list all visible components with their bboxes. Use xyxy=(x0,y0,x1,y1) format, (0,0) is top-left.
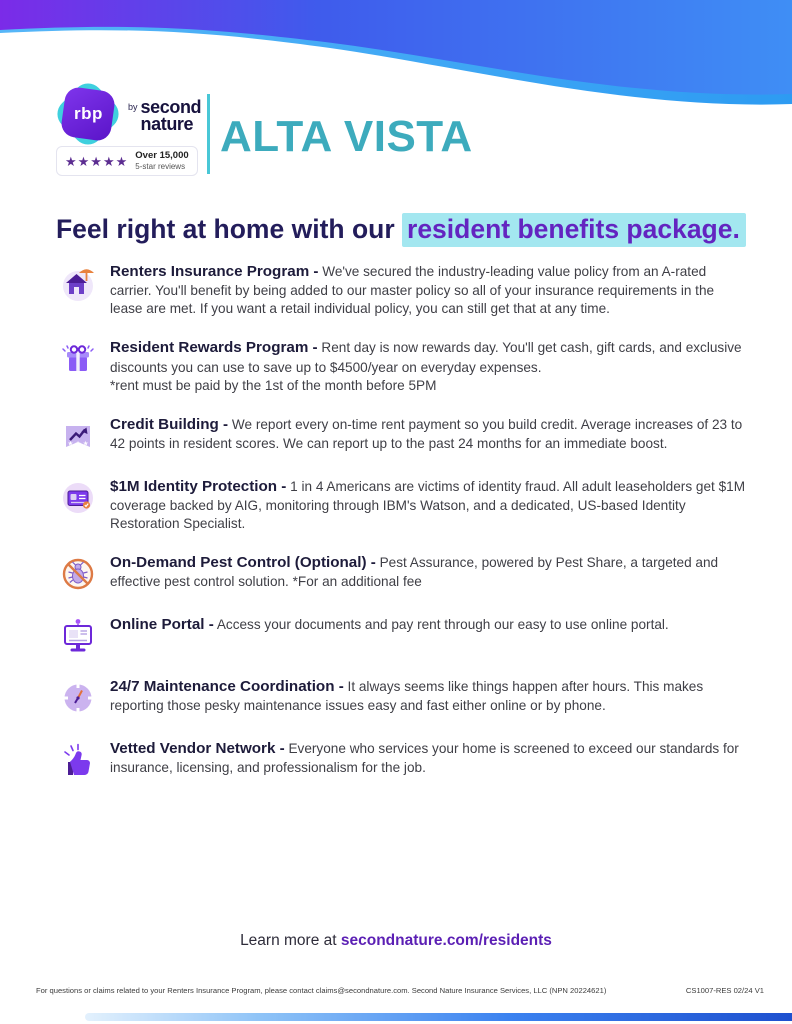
page-title-highlight: resident benefits package. xyxy=(402,213,746,247)
svg-text:★ ★ ★: ★ ★ ★ xyxy=(67,440,89,448)
company-name-line1: second xyxy=(140,97,202,117)
id-card-icon xyxy=(57,477,99,519)
bottom-gradient-bar xyxy=(85,1013,792,1021)
benefit-title: 24/7 Maintenance Coordination - xyxy=(110,678,344,696)
vertical-divider xyxy=(207,94,210,174)
benefit-description: We report every on-time rent payment so you build credit. Average increases of 23 to 42 points in resident scores. We can report up to the past 24 months for an immediate boost. xyxy=(110,416,743,451)
reviews-badge xyxy=(56,146,198,176)
benefit-text xyxy=(110,677,748,719)
second-nature-logo xyxy=(128,99,201,133)
benefit-description: Rent day is now rewards day. You'll get cash, gift cards, and exclusive discounts you can use to save up to $4500/year on everyday expenses. xyxy=(110,340,742,375)
benefit-title: Vetted Vendor Network - xyxy=(110,740,285,758)
no-pests-icon xyxy=(57,553,99,595)
benefit-description: It always seems like things happen after hours. This makes reporting those pesky maintenance issues easy and fast either online or by phone. xyxy=(110,679,704,714)
benefit-vendor-network xyxy=(57,739,748,781)
clock-icon xyxy=(57,677,99,719)
page-title-prefix: Feel right at home with our xyxy=(56,214,402,244)
benefit-title: Credit Building - xyxy=(110,415,229,433)
umbrella-house-icon xyxy=(57,262,99,304)
reviews-text xyxy=(135,151,188,171)
benefit-text xyxy=(110,338,748,394)
learn-more-prefix: Learn more at xyxy=(240,932,341,949)
benefit-description: 1 in 4 Americans are victims of identity fraud. All adult leaseholders get $1M coverage backed by AIG, monitoring through IBM's Watson, and a dedicated, US-based Identity Restoration Specialist. xyxy=(110,478,746,532)
benefit-credit-building xyxy=(57,415,748,457)
rbp-logo xyxy=(62,88,114,140)
footer-document-code: CS1007-RES 02/24 V1 xyxy=(685,986,764,995)
five-stars-icon: ★★★★★ xyxy=(65,153,129,169)
monitor-icon xyxy=(57,615,99,657)
benefit-text xyxy=(110,615,669,657)
benefits-list xyxy=(57,262,748,781)
company-name-line2: nature xyxy=(140,114,194,135)
benefit-description: Access your documents and pay rent through our easy to use online portal. xyxy=(216,617,669,633)
property-name: ALTA VISTA xyxy=(220,112,473,161)
benefit-text xyxy=(110,415,748,457)
gift-icon xyxy=(57,338,99,380)
benefit-renters-insurance xyxy=(57,262,748,318)
logo-by-label: by xyxy=(128,102,138,112)
benefit-online-portal xyxy=(57,615,748,657)
benefit-title: $1M Identity Protection - xyxy=(110,477,287,495)
benefit-text xyxy=(110,553,748,595)
footer-disclaimer: For questions or claims related to your Renters Insurance Program, please contact claims@secondnature.com. Second Nature Insurance Services, LLC (NPN 20224621) xyxy=(36,986,607,995)
footer xyxy=(36,986,764,995)
thumbs-up-icon xyxy=(57,739,99,781)
benefit-pest-control xyxy=(57,553,748,595)
reviews-label: 5-star reviews xyxy=(135,161,186,171)
benefit-title: Online Portal - xyxy=(110,616,214,634)
benefit-title: On-Demand Pest Control (Optional) - xyxy=(110,554,376,572)
page-title xyxy=(56,214,762,245)
benefit-maintenance xyxy=(57,677,748,719)
benefit-text xyxy=(110,262,748,318)
credit-chart-icon xyxy=(57,415,99,457)
benefit-note: *rent must be paid by the 1st of the month before 5PM xyxy=(110,377,437,393)
benefit-title: Renters Insurance Program - xyxy=(110,263,319,280)
benefit-description: Everyone who services your home is screened to exceed our standards for insurance, licensing, and professionalism for the job. xyxy=(110,741,739,776)
header-wave-decoration xyxy=(0,0,792,112)
benefit-description: We've secured the industry-leading value policy from an A-rated carrier. You'll benefit by being added to our master policy so all of your insurance requirements in the lease are met. If you want a retail individual policy, you can still get that at any time. xyxy=(110,264,715,317)
benefit-identity-protection xyxy=(57,477,748,533)
benefit-description: Pest Assurance, powered by Pest Share, a targeted and effective pest control solution. *For an additional fee xyxy=(110,555,719,590)
learn-more xyxy=(0,932,792,950)
benefit-text xyxy=(110,477,748,533)
benefit-title: Resident Rewards Program - xyxy=(110,339,318,357)
rbp-logo-purple-shape xyxy=(60,86,116,142)
benefit-text xyxy=(110,739,748,781)
company-name xyxy=(141,99,202,133)
secondnature-residents-link[interactable]: secondnature.com/residents xyxy=(340,932,552,949)
reviews-count: Over 15,000 xyxy=(135,150,189,161)
rbp-logo-text: rbp xyxy=(73,103,103,123)
benefit-resident-rewards xyxy=(57,338,748,394)
